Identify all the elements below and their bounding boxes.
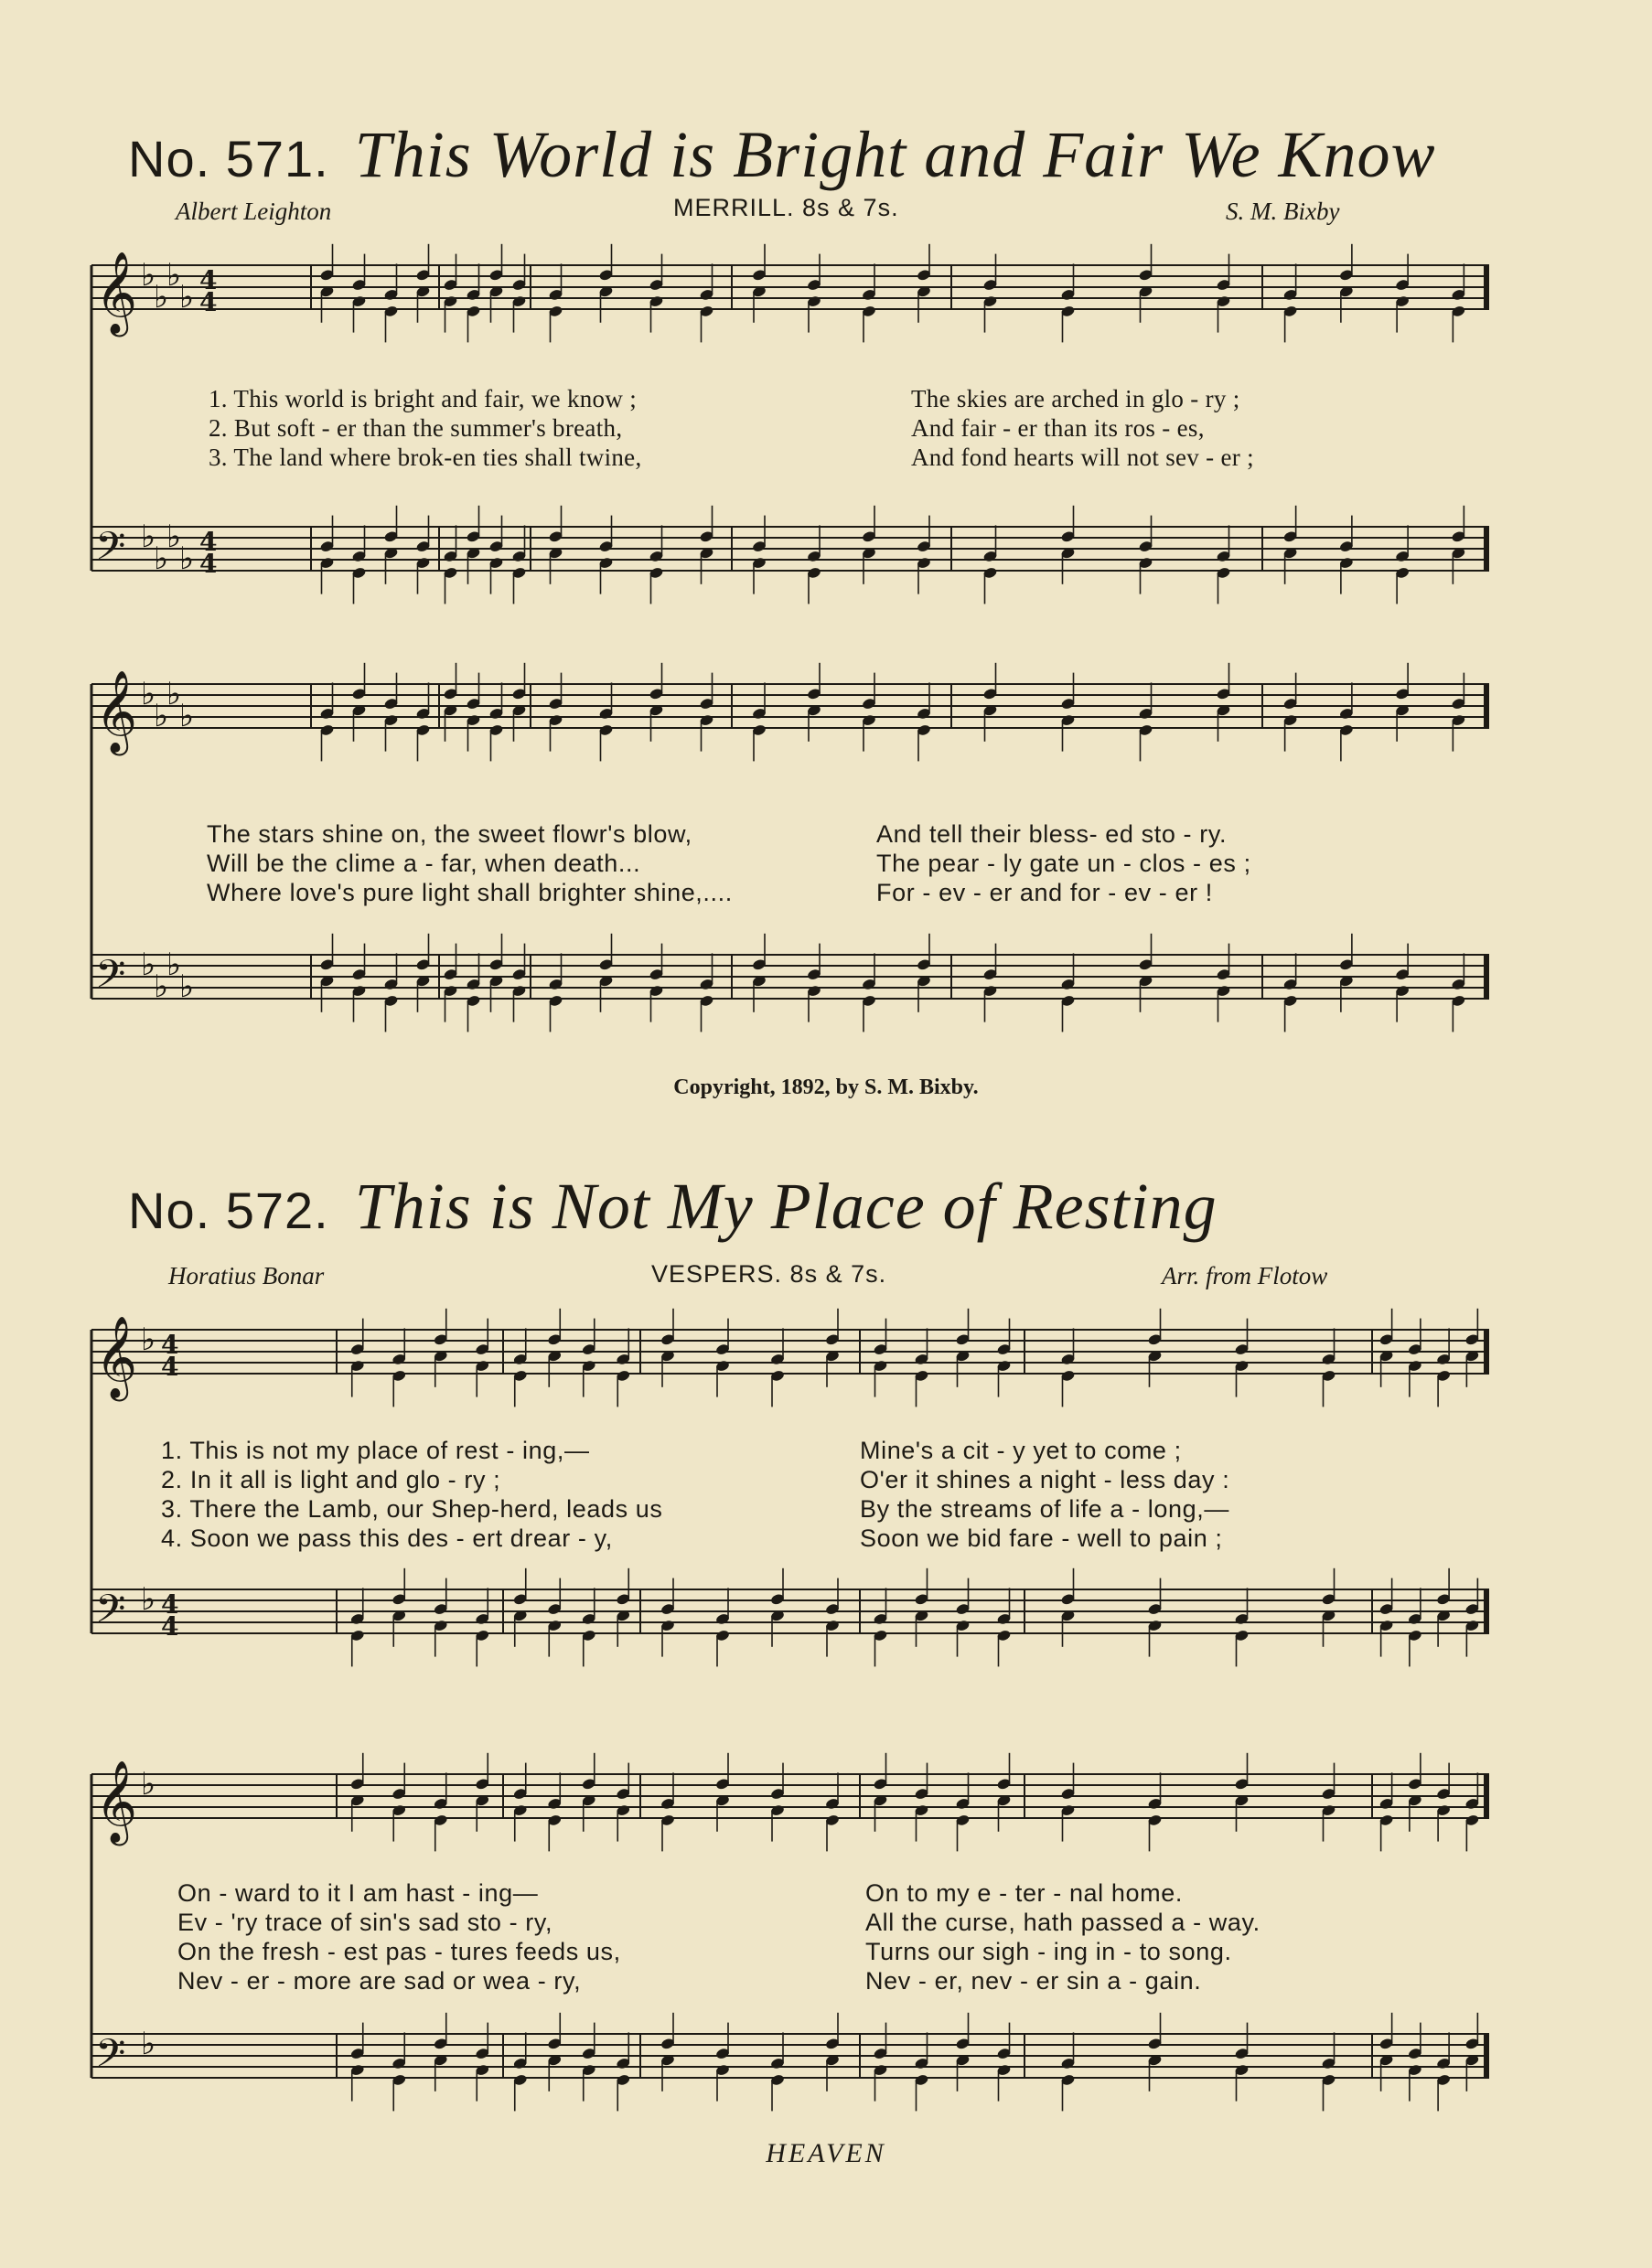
hymn-author: Horatius Bonar [168, 1262, 325, 1289]
treble-clef: 𝄞 [95, 1760, 138, 1843]
lyric-line: For - ev - er and for - ev - er ! [876, 879, 1213, 906]
flat-sign: ♭ [141, 2026, 156, 2062]
hymn-composer: Arr. from Flotow [1162, 1262, 1328, 1289]
flat-sign: ♭ [179, 698, 195, 734]
flat-sign: ♭ [166, 947, 182, 983]
flat-sign: ♭ [141, 1581, 156, 1618]
time-signature: 4 [161, 1352, 179, 1382]
flat-sign: ♭ [166, 519, 182, 555]
copyright-notice: Copyright, 1892, by S. M. Bixby. [673, 1075, 979, 1099]
flat-sign: ♭ [154, 968, 169, 1005]
lyric-line: 1. This world is bright and fair, we know ; [209, 385, 638, 412]
lyric-line: 2. But soft - er than the summer's breath, [209, 414, 623, 442]
time-signature: 4 [161, 1589, 179, 1620]
lyric-line: The skies are arched in glo - ry ; [911, 385, 1240, 412]
flat-sign: ♭ [179, 540, 195, 577]
flat-sign: ♭ [166, 257, 182, 294]
lyric-line: On - ward to it I am hast - ing— [177, 1879, 539, 1907]
flat-sign: ♭ [141, 947, 156, 983]
hymn-number: No. 572. [128, 1182, 329, 1239]
tune-name: MERRILL. 8s & 7s. [673, 194, 899, 221]
flat-sign: ♭ [141, 1321, 156, 1358]
lyric-line: Nev - er - more are sad or wea - ry, [177, 1967, 582, 1995]
lyric-line: 2. In it all is light and glo - ry ; [161, 1466, 501, 1493]
bass-clef: 𝄢 [95, 524, 126, 579]
time-signature: 4 [161, 1330, 179, 1360]
flat-sign: ♭ [154, 540, 169, 577]
lyric-line: Where love's pure light shall brighter shine,.... [207, 879, 733, 906]
hymn-author: Albert Leighton [176, 198, 332, 225]
hymn-title: This World is Bright and Fair We Know [354, 118, 1436, 191]
flat-sign: ♭ [179, 968, 195, 1005]
lyric-line: O'er it shines a night - less day : [860, 1466, 1230, 1493]
time-signature: 4 [199, 527, 218, 557]
flat-sign: ♭ [141, 519, 156, 555]
time-signature: 4 [199, 265, 218, 295]
lyric-line: 1. This is not my place of rest - ing,— [161, 1437, 590, 1464]
treble-clef: 𝄞 [95, 251, 138, 334]
treble-clef: 𝄞 [95, 670, 138, 753]
time-signature: 4 [199, 287, 218, 317]
flat-sign: ♭ [141, 676, 156, 712]
lyric-line: 4. Soon we pass this des - ert drear - y, [161, 1524, 613, 1552]
lyric-line: Turns our sigh - ing in - to song. [865, 1938, 1232, 1965]
lyric-line: Nev - er, nev - er sin a - gain. [865, 1967, 1202, 1995]
lyric-line: By the streams of life a - long,— [860, 1495, 1229, 1523]
lyric-line: On the fresh - est pas - tures feeds us, [177, 1938, 621, 1965]
hymn-number: No. 571. [128, 130, 329, 187]
bass-clef: 𝄢 [95, 2031, 126, 2086]
lyric-line: On to my e - ter - nal home. [865, 1879, 1183, 1907]
lyric-line: The pear - ly gate un - clos - es ; [876, 850, 1251, 877]
lyric-line: Mine's a cit - y yet to come ; [860, 1437, 1182, 1464]
lyric-line: And fair - er than its ros - es, [911, 414, 1205, 442]
lyric-line: Soon we bid fare - well to pain ; [860, 1524, 1223, 1552]
bass-clef: 𝄢 [95, 952, 126, 1007]
hymn-title: This is Not My Place of Resting [354, 1170, 1218, 1243]
flat-sign: ♭ [166, 676, 182, 712]
bass-clef: 𝄢 [95, 1587, 126, 1642]
flat-sign: ♭ [141, 1766, 156, 1803]
lyric-line: And tell their bless- ed sto - ry. [876, 820, 1228, 848]
lyric-line: The stars shine on, the sweet flowr's blow, [207, 820, 692, 848]
lyric-line: Ev - 'ry trace of sin's sad sto - ry, [177, 1909, 553, 1936]
flat-sign: ♭ [179, 279, 195, 316]
hymn-composer: S. M. Bixby [1226, 198, 1340, 225]
treble-clef: 𝄞 [95, 1316, 138, 1398]
flat-sign: ♭ [141, 257, 156, 294]
lyric-line: All the curse, hath passed a - way. [865, 1909, 1260, 1936]
lyric-line: And fond hearts will not sev - er ; [911, 444, 1254, 471]
flat-sign: ♭ [154, 698, 169, 734]
lyric-line: Will be the clime a - far, when death... [207, 850, 641, 877]
page-footer: HEAVEN [766, 2138, 886, 2168]
time-signature: 4 [161, 1611, 179, 1642]
lyric-line: 3. There the Lamb, our Shep-herd, leads us [161, 1495, 663, 1523]
lyric-line: 3. The land where brok-en ties shall twine, [209, 444, 642, 471]
tune-name: VESPERS. 8s & 7s. [651, 1260, 887, 1288]
time-signature: 4 [199, 549, 218, 579]
flat-sign: ♭ [154, 279, 169, 316]
